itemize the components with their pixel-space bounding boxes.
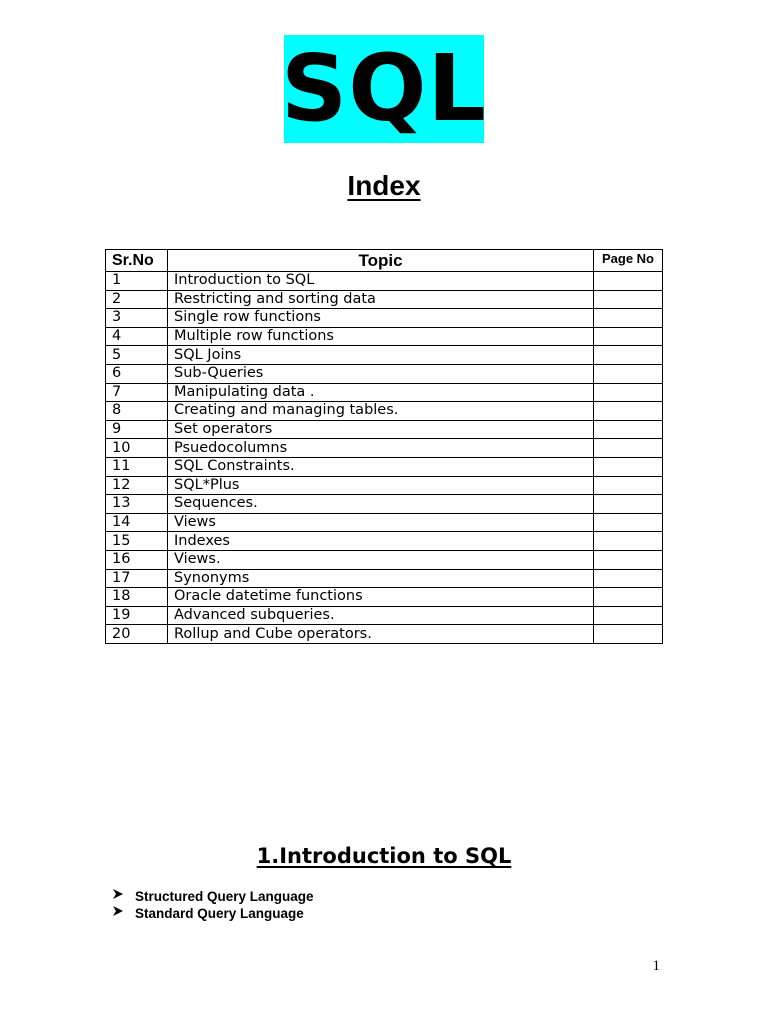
row-page-no — [594, 625, 663, 644]
row-srno: 15 — [106, 532, 168, 551]
row-topic: Set operators — [168, 420, 594, 439]
table-row — [106, 532, 663, 551]
row-topic: Multiple row functions — [168, 327, 594, 346]
row-srno: 17 — [106, 569, 168, 588]
row-topic: Indexes — [168, 532, 594, 551]
row-topic: SQL*Plus — [168, 476, 594, 495]
index-table — [105, 249, 663, 644]
table-body — [106, 272, 663, 644]
table-row — [106, 402, 663, 421]
table-row — [106, 383, 663, 402]
row-srno: 14 — [106, 513, 168, 532]
row-topic: SQL Joins — [168, 346, 594, 365]
row-srno: 6 — [106, 364, 168, 383]
table-row — [106, 495, 663, 514]
table-row — [106, 309, 663, 328]
row-topic: Introduction to SQL — [168, 272, 594, 291]
table-row — [106, 290, 663, 309]
row-page-no — [594, 550, 663, 569]
table-row — [106, 588, 663, 607]
row-page-no — [594, 402, 663, 421]
row-srno: 13 — [106, 495, 168, 514]
row-srno: 9 — [106, 420, 168, 439]
row-topic: Creating and managing tables. — [168, 402, 594, 421]
row-page-no — [594, 346, 663, 365]
table-row — [106, 346, 663, 365]
bullet-text: Standard Query Language — [135, 906, 304, 921]
page-number: 1 — [652, 958, 660, 974]
table-row — [106, 272, 663, 291]
table-row — [106, 569, 663, 588]
row-srno: 11 — [106, 457, 168, 476]
row-srno: 8 — [106, 402, 168, 421]
row-page-no — [594, 272, 663, 291]
row-page-no — [594, 439, 663, 458]
row-page-no — [594, 532, 663, 551]
row-srno: 16 — [106, 550, 168, 569]
bullet-text: Structured Query Language — [135, 889, 314, 904]
table-row — [106, 364, 663, 383]
table-row — [106, 420, 663, 439]
row-topic: Synonyms — [168, 569, 594, 588]
row-page-no — [594, 290, 663, 309]
row-topic: Psuedocolumns — [168, 439, 594, 458]
row-topic: Advanced subqueries. — [168, 606, 594, 625]
row-srno: 18 — [106, 588, 168, 607]
row-page-no — [594, 309, 663, 328]
row-srno: 12 — [106, 476, 168, 495]
list-item — [112, 888, 314, 905]
section-heading: 1.Introduction to SQL — [256, 844, 512, 868]
table-row — [106, 513, 663, 532]
row-page-no — [594, 457, 663, 476]
row-srno: 7 — [106, 383, 168, 402]
row-page-no — [594, 383, 663, 402]
row-srno: 20 — [106, 625, 168, 644]
bullet-list — [112, 888, 314, 922]
table-header-row — [106, 250, 663, 272]
header-srno: Sr.No — [106, 250, 168, 272]
table-row — [106, 327, 663, 346]
row-page-no — [594, 569, 663, 588]
row-srno: 4 — [106, 327, 168, 346]
row-page-no — [594, 588, 663, 607]
row-topic: Views — [168, 513, 594, 532]
table-row — [106, 457, 663, 476]
header-topic: Topic — [168, 250, 594, 272]
index-heading: Index — [347, 170, 421, 201]
row-topic: Sequences. — [168, 495, 594, 514]
row-page-no — [594, 364, 663, 383]
row-page-no — [594, 606, 663, 625]
row-topic: Sub-Queries — [168, 364, 594, 383]
row-srno: 3 — [106, 309, 168, 328]
row-topic: Rollup and Cube operators. — [168, 625, 594, 644]
row-topic: Oracle datetime functions — [168, 588, 594, 607]
row-topic: Single row functions — [168, 309, 594, 328]
row-topic: Manipulating data . — [168, 383, 594, 402]
row-topic: Views. — [168, 550, 594, 569]
table-row — [106, 476, 663, 495]
arrow-bullet-icon — [112, 888, 124, 905]
row-page-no — [594, 513, 663, 532]
list-item — [112, 905, 314, 922]
arrow-bullet-icon — [112, 905, 124, 922]
header-page-no: Page No — [594, 250, 663, 272]
row-srno: 5 — [106, 346, 168, 365]
table-row — [106, 625, 663, 644]
row-page-no — [594, 327, 663, 346]
document-title: SQL — [280, 35, 488, 142]
row-page-no — [594, 476, 663, 495]
row-srno: 1 — [106, 272, 168, 291]
title-banner — [280, 35, 488, 143]
row-topic: SQL Constraints. — [168, 457, 594, 476]
table-row — [106, 439, 663, 458]
table-row — [106, 550, 663, 569]
row-page-no — [594, 420, 663, 439]
row-topic: Restricting and sorting data — [168, 290, 594, 309]
table-row — [106, 606, 663, 625]
row-srno: 19 — [106, 606, 168, 625]
row-srno: 2 — [106, 290, 168, 309]
row-srno: 10 — [106, 439, 168, 458]
row-page-no — [594, 495, 663, 514]
